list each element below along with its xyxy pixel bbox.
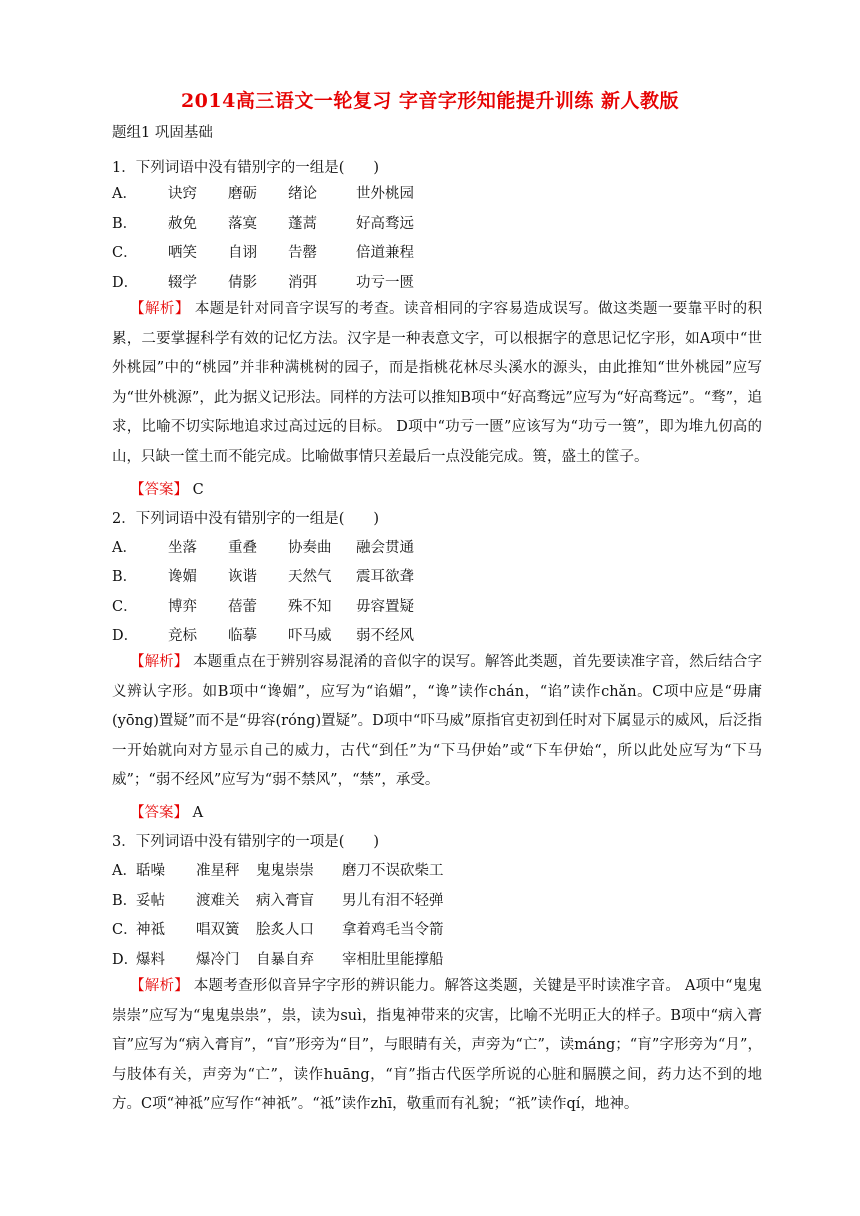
- analysis-tag: 【解析】: [130, 654, 189, 670]
- question-3-option-b: B．妥帖 渡难关 病入膏盲 男儿有泪不轻弹: [112, 893, 444, 909]
- question-2-option-d: D． 竞标 临摹 吓马威 弱不经风: [112, 628, 414, 644]
- question-2-option-b: B． 谗媚 诙谐 天然气 震耳欲聋: [112, 569, 414, 585]
- question-1-analysis: 【解析】 本题是针对同音字误写的考查。读音相同的字容易造成误写。做这类题一要靠平时的积累，二要掌握科学有效的记忆方法。汉字是一种表意文字，可以根据字的意思记忆字形，如A项中“世外桃园”中的“桃园”并非种满桃树的园子，而是指桃花林尽头溪水的源头，由此推知“世外桃园”应写为“世外桃源”，此为据义记形法。同样的方法可以推知B项中“好高骛远”应写为“好高骛远”。“骛”，追求，比喻不切实际地追求过高过远的目标。 D项中“功亏一匮”应该写为“功亏一篑”，即为堆九仞高的山，只缺一筐土而不能完成。比喻做事情只差最后一点没能完成。篑，盛土的筐子。: [112, 301, 763, 465]
- question-2-option-a: A． 坐落 重叠 协奏曲 融会贯通: [112, 540, 414, 556]
- document-title: 2014高三语文一轮复习 字音字形知能提升训练 新人教版: [180, 90, 680, 112]
- question-1-answer: 【答案】 C: [130, 482, 204, 498]
- question-3-option-a: A．聒噪 准星秤 鬼鬼崇崇 磨刀不误砍柴工: [112, 863, 444, 879]
- question-3-option-d: D．爆料 爆冷门 自暴自弃 宰相肚里能撑船: [112, 952, 444, 968]
- analysis-tag: 【解析】: [130, 301, 190, 317]
- section-heading: 题组1 巩固基础: [112, 125, 213, 141]
- question-3-stem: 3．下列词语中没有错别字的一项是( ): [112, 834, 380, 850]
- question-2-analysis: 【解析】 本题重点在于辨别容易混淆的音似字的误写。解答此类题，首先要读准字音，然后结合字义辨认字形。如B项中“谗媚”，应写为“谄媚”，“谗”读作chán，“谄”读作chǎn。C项中应是“毋庸(yōng)置疑”而不是“毋容(róng)置疑”。D项中“吓马威”原指官吏初到任时对下属显示的威风，后泛指一开始就向对方显示自己的威力，古代“到任”为“下马伊始”或“下车伊始“，所以此处应写为“下马威”；“弱不经风”应写为“弱不禁风”，“禁”，承受。: [112, 654, 763, 788]
- answer-tag: 【答案】: [130, 805, 188, 821]
- question-2-stem: 2．下列词语中没有错别字的一组是( ): [112, 511, 380, 527]
- analysis-tag: 【解析】: [130, 978, 189, 994]
- question-1-option-b: B． 赦免 落寞 蓬蒿 好高骛远: [112, 216, 414, 232]
- question-1-option-d: D． 辍学 倩影 消弭 功亏一匮: [112, 275, 414, 291]
- question-1-option-a: A． 诀窍 磨砺 绪论 世外桃园: [112, 186, 414, 202]
- question-2-option-c: C． 博弈 蓓蕾 殊不知 毋容置疑: [112, 599, 414, 615]
- answer-tag: 【答案】: [130, 482, 188, 498]
- question-3-analysis: 【解析】 本题考查形似音异字字形的辨识能力。解答这类题，关键是平时读准字音。 A项中“鬼鬼崇崇”应写为“鬼鬼祟祟”，祟，读为suì，指鬼神带来的灾害，比喻不光明正大的样子。B项中“病入膏盲”应写为“病入膏肓”，“盲”形旁为“目”，与眼睛有关，声旁为“亡”，读máng；“肓”字形旁为“月”，与肢体有关，声旁为“亡”，读作huāng，“肓”指古代医学所说的心脏和膈膜之间，药力达不到的地方。C项“神祗”应写作“神祇”。“祗”读作zhī，敬重而有礼貌；“祇”读作qí，地神。: [112, 978, 763, 1112]
- question-3-option-c: C．神祗 唱双簧 脍炙人口 拿着鸡毛当令箭: [112, 922, 444, 938]
- question-1-option-c: C． 哂笑 自诩 告罄 倍道兼程: [112, 245, 414, 261]
- question-1-stem: 1．下列词语中没有错别字的一组是( ): [112, 160, 380, 176]
- question-2-answer: 【答案】 A: [130, 805, 204, 821]
